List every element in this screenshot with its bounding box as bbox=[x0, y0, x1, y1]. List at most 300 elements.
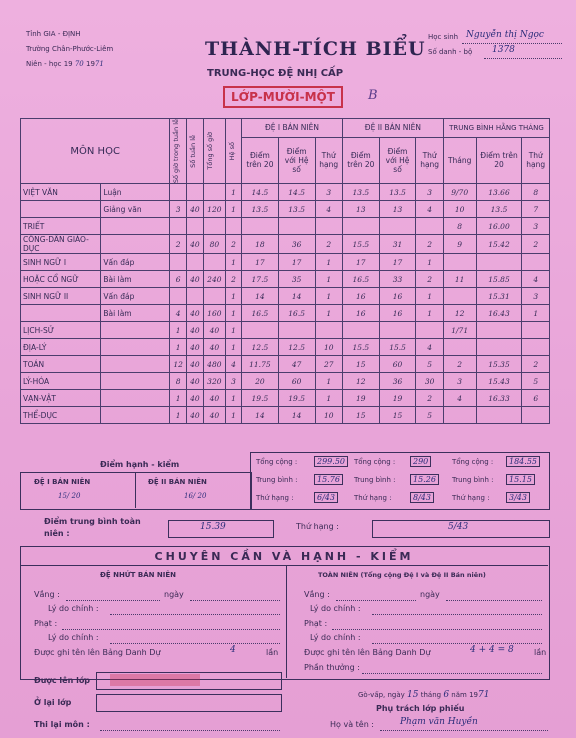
grade-cell-t: 40 bbox=[187, 235, 204, 254]
grade-cell-d1c: 2 bbox=[315, 235, 342, 254]
grade-cell-h: 1 bbox=[225, 305, 241, 322]
grade-cell-d2a: 15 bbox=[342, 407, 379, 424]
grade-cell-m: 2 bbox=[443, 356, 476, 373]
s1-rank-label: Thứ hạng : bbox=[256, 494, 294, 502]
page-title: THÀNH-TÍCH BIỂU bbox=[205, 38, 426, 60]
grade-cell-d2b: 60 bbox=[379, 356, 416, 373]
grade-cell-mc bbox=[522, 254, 550, 271]
conduct-score-label: Điểm hạnh - kiểm bbox=[100, 460, 180, 469]
grade-cell-d1b: 16.5 bbox=[278, 305, 315, 322]
date-year: 71 bbox=[477, 690, 490, 700]
left-penalty-label: Phạt : bbox=[34, 619, 58, 628]
grade-cell-d2b: 19 bbox=[379, 390, 416, 407]
yearly-average-label: Điểm trung bình toàn niên : bbox=[44, 517, 141, 538]
subject-name bbox=[21, 201, 101, 218]
s2-rank-header: Thứ hạng bbox=[416, 137, 443, 184]
subject-name: LÝ-HÓA bbox=[21, 373, 101, 390]
grade-cell-t bbox=[187, 254, 204, 271]
grade-cell-g: 1 bbox=[170, 407, 187, 424]
table-row bbox=[21, 407, 550, 424]
subject-part bbox=[101, 218, 170, 235]
grade-cell-d1c: 1 bbox=[315, 373, 342, 390]
table-row bbox=[21, 218, 550, 235]
subject-part bbox=[101, 390, 170, 407]
grade-cell-m bbox=[443, 288, 476, 305]
grade-cell-tg bbox=[203, 184, 225, 201]
grade-cell-h: 2 bbox=[225, 271, 241, 288]
province-label: Tỉnh GIA - ĐỊNH bbox=[26, 30, 81, 38]
grade-cell-ma bbox=[476, 254, 522, 271]
grade-cell-tg: 40 bbox=[203, 322, 225, 339]
grade-cell-g: 3 bbox=[170, 201, 187, 218]
attendance-section bbox=[20, 546, 550, 680]
year-from: 70 bbox=[74, 60, 84, 68]
grade-cell-d1a bbox=[242, 218, 279, 235]
subject-part: Bài làm bbox=[101, 271, 170, 288]
grade-cell-m: 4 bbox=[443, 390, 476, 407]
grade-cell-mc: 1 bbox=[522, 305, 550, 322]
grade-cell-g bbox=[170, 288, 187, 305]
subject-part bbox=[101, 235, 170, 254]
s1-total-label: Tổng cộng : bbox=[256, 458, 298, 466]
date-day: 15 bbox=[407, 690, 419, 700]
right-honor-roll-label: Được ghi tên lên Bảng Danh Dự bbox=[304, 648, 431, 657]
grade-cell-d1c bbox=[315, 218, 342, 235]
grade-cell-d1a: 14 bbox=[242, 288, 279, 305]
hours-per-week-header: Số giờ trong tuần lễ bbox=[170, 119, 187, 184]
s2-average-label: Trung bình : bbox=[354, 476, 396, 484]
grade-cell-d1a: 14 bbox=[242, 407, 279, 424]
subject-name: CÔNG-DÂN GIÁO-DỤC bbox=[21, 235, 101, 254]
school-label: Trường Chân-Phước-Liêm bbox=[26, 45, 114, 53]
grade-cell-tg: 120 bbox=[203, 201, 225, 218]
grade-cell-d1a: 12.5 bbox=[242, 339, 279, 356]
roll-number: 1378 bbox=[492, 45, 515, 55]
left-absent-label: Vắng : bbox=[34, 590, 60, 599]
page-subtitle: TRUNG-HỌC ĐỆ NHỊ CẤP bbox=[207, 68, 344, 79]
grade-cell-ma: 15.31 bbox=[476, 288, 522, 305]
grade-cell-d2a: 19 bbox=[342, 390, 379, 407]
grade-cell-d1a: 14.5 bbox=[242, 184, 279, 201]
grade-cell-ma bbox=[476, 407, 522, 424]
grade-cell-d2c: 2 bbox=[416, 235, 443, 254]
subject-name: THỂ-DỤC bbox=[21, 407, 101, 424]
grade-cell-g: 1 bbox=[170, 322, 187, 339]
table-row bbox=[21, 356, 550, 373]
right-honor-roll-value: 4 + 4 = 8 bbox=[470, 645, 514, 655]
conduct-s1-label: ĐỆ I BÁN NIÊN bbox=[34, 478, 91, 486]
table-row bbox=[21, 184, 550, 201]
promoted-stamp bbox=[110, 674, 200, 686]
monthly-average-header: TRUNG BÌNH HẰNG THÁNG bbox=[443, 119, 549, 138]
grade-cell-h: 1 bbox=[225, 254, 241, 271]
grade-cell-h: 4 bbox=[225, 356, 241, 373]
subject-name: TOÁN bbox=[21, 356, 101, 373]
grade-cell-d2a: 13 bbox=[342, 201, 379, 218]
grade-cell-ma bbox=[476, 322, 522, 339]
grade-cell-d1b: 14.5 bbox=[278, 184, 315, 201]
grade-cell-h: 1 bbox=[225, 184, 241, 201]
subject-part bbox=[101, 339, 170, 356]
grade-cell-d2b bbox=[379, 218, 416, 235]
subject-name: LỊCH-SỬ bbox=[21, 322, 101, 339]
subject-part: Giảng văn bbox=[101, 201, 170, 218]
grade-cell-d2a: 15.5 bbox=[342, 235, 379, 254]
grade-cell-ma: 16.43 bbox=[476, 305, 522, 322]
grade-cell-h: 1 bbox=[225, 407, 241, 424]
left-honor-roll-label: Được ghi tên lên Bảng Danh Dự bbox=[34, 648, 161, 657]
grade-cell-d1a: 20 bbox=[242, 373, 279, 390]
s2-total-label: Tổng cộng : bbox=[354, 458, 396, 466]
grade-cell-h bbox=[225, 218, 241, 235]
grade-cell-d2a: 16 bbox=[342, 288, 379, 305]
total-hours-header: Tổng số giờ bbox=[203, 119, 225, 184]
right-absent-label: Vắng : bbox=[304, 590, 330, 599]
grade-cell-d1b: 14 bbox=[278, 288, 315, 305]
grade-cell-d1c: 4 bbox=[315, 201, 342, 218]
grade-cell-d2a: 17 bbox=[342, 254, 379, 271]
grade-cell-ma: 15.42 bbox=[476, 235, 522, 254]
grade-cell-g: 2 bbox=[170, 235, 187, 254]
s1-rank-header: Thứ hạng bbox=[315, 137, 342, 184]
grade-cell-d2a bbox=[342, 322, 379, 339]
monthly-total-label: Tổng cộng : bbox=[452, 458, 494, 466]
grade-cell-m: 9 bbox=[443, 235, 476, 254]
grade-cell-d2c: 1 bbox=[416, 288, 443, 305]
grade-cell-tg: 80 bbox=[203, 235, 225, 254]
grade-cell-h: 3 bbox=[225, 373, 241, 390]
grade-cell-tg: 320 bbox=[203, 373, 225, 390]
student-label: Học sinh bbox=[428, 33, 459, 41]
grade-cell-d1a: 19.5 bbox=[242, 390, 279, 407]
grade-cell-m: 8 bbox=[443, 218, 476, 235]
grade-cell-g: 1 bbox=[170, 339, 187, 356]
school-year-label: Niên - học 19 70 1971 bbox=[26, 60, 104, 68]
grade-cell-d1b: 12.5 bbox=[278, 339, 315, 356]
left-honor-roll-value: 4 bbox=[230, 645, 236, 655]
grade-cell-d1a bbox=[242, 322, 279, 339]
grade-cell-d1a: 13.5 bbox=[242, 201, 279, 218]
month-rank-header: Thứ hạng bbox=[522, 137, 550, 184]
grade-cell-d1b: 13.5 bbox=[278, 201, 315, 218]
grade-cell-d2c: 5 bbox=[416, 356, 443, 373]
table-row bbox=[21, 390, 550, 407]
right-days-label: ngày bbox=[420, 590, 440, 599]
grade-cell-h: 1 bbox=[225, 288, 241, 305]
grade-cell-d1c: 27 bbox=[315, 356, 342, 373]
grade-cell-d1c bbox=[315, 322, 342, 339]
s1-weighted-header: Điểm với Hệ số bbox=[278, 137, 315, 184]
s1-score-header: Điểm trên 20 bbox=[242, 137, 279, 184]
grade-cell-d2c: 5 bbox=[416, 407, 443, 424]
grade-cell-mc: 3 bbox=[522, 288, 550, 305]
grade-cell-t bbox=[187, 184, 204, 201]
left-reason-label: Lý do chính : bbox=[48, 604, 99, 613]
grade-cell-d2c bbox=[416, 322, 443, 339]
repeat-class-label: Ở lại lớp bbox=[34, 698, 72, 707]
grade-cell-g: 6 bbox=[170, 271, 187, 288]
subject-part: Bài làm bbox=[101, 305, 170, 322]
grade-cell-d1c: 10 bbox=[315, 407, 342, 424]
grade-cell-d1b bbox=[278, 218, 315, 235]
grade-cell-mc: 8 bbox=[522, 184, 550, 201]
grade-cell-t: 40 bbox=[187, 390, 204, 407]
grade-cell-d2c: 4 bbox=[416, 339, 443, 356]
table-row bbox=[21, 235, 550, 254]
grade-cell-ma: 16.00 bbox=[476, 218, 522, 235]
grade-cell-tg bbox=[203, 218, 225, 235]
grade-cell-mc: 7 bbox=[522, 201, 550, 218]
grades-table bbox=[20, 118, 550, 424]
grade-cell-d2a: 16 bbox=[342, 305, 379, 322]
grade-cell-tg: 40 bbox=[203, 390, 225, 407]
grade-cell-g bbox=[170, 184, 187, 201]
left-times-label: lần bbox=[266, 648, 279, 657]
grade-cell-d1a: 11.75 bbox=[242, 356, 279, 373]
grade-cell-mc bbox=[522, 407, 550, 424]
grade-cell-d2b: 16 bbox=[379, 288, 416, 305]
left-column-head: ĐỆ NHỨT BÁN NIÊN bbox=[100, 571, 177, 579]
conduct-s2-label: ĐỆ II BÁN NIÊN bbox=[148, 478, 207, 486]
subject-name: SINH NGỮ II bbox=[21, 288, 101, 305]
grade-cell-mc: 2 bbox=[522, 235, 550, 254]
s1-rank-value: 6/43 bbox=[314, 492, 338, 503]
grade-cell-t: 40 bbox=[187, 201, 204, 218]
monthly-average-label: Trung bình : bbox=[452, 476, 494, 484]
grade-cell-d2c: 2 bbox=[416, 390, 443, 407]
date-month: 6 bbox=[443, 690, 450, 700]
yearly-average-value: 15.39 bbox=[200, 522, 226, 532]
grade-cell-tg bbox=[203, 288, 225, 305]
class-mark: B bbox=[368, 88, 378, 103]
subject-part bbox=[101, 373, 170, 390]
grade-cell-d1b: 14 bbox=[278, 407, 315, 424]
teacher-name: Phạm văn Huyền bbox=[400, 717, 478, 727]
student-name: Nguyễn thị Ngọc bbox=[466, 30, 544, 40]
grade-cell-d2c: 1 bbox=[416, 305, 443, 322]
grade-cell-h: 1 bbox=[225, 322, 241, 339]
grade-cell-mc bbox=[522, 322, 550, 339]
grade-cell-ma: 16.33 bbox=[476, 390, 522, 407]
grade-cell-d1c: 1 bbox=[315, 271, 342, 288]
grade-cell-t bbox=[187, 218, 204, 235]
grade-cell-m bbox=[443, 407, 476, 424]
semester1-header: ĐỆ I BÁN NIÊN bbox=[242, 119, 343, 138]
grade-cell-d1c: 10 bbox=[315, 339, 342, 356]
grade-cell-h: 2 bbox=[225, 235, 241, 254]
s1-total-value: 299.50 bbox=[314, 456, 348, 467]
grade-cell-d2b: 36 bbox=[379, 373, 416, 390]
grade-cell-d1c: 1 bbox=[315, 390, 342, 407]
subject-part: Luận bbox=[101, 184, 170, 201]
s1-average-label: Trung bình : bbox=[256, 476, 298, 484]
table-row bbox=[21, 271, 550, 288]
grade-cell-d2c: 4 bbox=[416, 201, 443, 218]
table-row bbox=[21, 254, 550, 271]
grade-cell-d1c: 1 bbox=[315, 305, 342, 322]
grade-cell-g: 1 bbox=[170, 390, 187, 407]
table-row bbox=[21, 339, 550, 356]
left-days-label: ngày bbox=[164, 590, 184, 599]
grade-cell-t: 40 bbox=[187, 339, 204, 356]
s1-average-value: 15.76 bbox=[314, 474, 343, 485]
right-column-head: TOÀN NIÊN (Tổng cộng Đệ I và Đệ II Bán niên) bbox=[318, 571, 486, 579]
grade-cell-d2a: 12 bbox=[342, 373, 379, 390]
grade-cell-m: 11 bbox=[443, 271, 476, 288]
grade-cell-d2b: 13.5 bbox=[379, 184, 416, 201]
grade-cell-tg: 480 bbox=[203, 356, 225, 373]
s2-total-value: 290 bbox=[410, 456, 431, 467]
subject-name: TRIẾT bbox=[21, 218, 101, 235]
grade-cell-d1a: 16.5 bbox=[242, 305, 279, 322]
grade-cell-tg: 240 bbox=[203, 271, 225, 288]
monthly-average-value: 15.15 bbox=[506, 474, 535, 485]
grade-cell-m: 10 bbox=[443, 201, 476, 218]
subject-header: MÔN HỌC bbox=[21, 119, 170, 184]
s2-average-value: 15.26 bbox=[410, 474, 439, 485]
table-row bbox=[21, 288, 550, 305]
grade-cell-h: 1 bbox=[225, 339, 241, 356]
grade-cell-d1a: 18 bbox=[242, 235, 279, 254]
right-times-label: lần bbox=[534, 648, 547, 657]
table-row bbox=[21, 201, 550, 218]
table-row bbox=[21, 373, 550, 390]
grade-cell-d2a: 16.5 bbox=[342, 271, 379, 288]
grade-cell-tg: 160 bbox=[203, 305, 225, 322]
grade-cell-mc: 4 bbox=[522, 271, 550, 288]
right-award-label: Phần thưởng : bbox=[304, 663, 360, 672]
grade-cell-d1b bbox=[278, 322, 315, 339]
grade-cell-m bbox=[443, 254, 476, 271]
s2-rank-value: 8/43 bbox=[410, 492, 434, 503]
grade-cell-d2a: 15 bbox=[342, 356, 379, 373]
yearly-rank-label: Thứ hạng : bbox=[296, 522, 339, 531]
grade-cell-d1a: 17.5 bbox=[242, 271, 279, 288]
teacher-in-charge-label: Phụ trách lớp phiếu bbox=[376, 704, 465, 713]
month-header: Tháng bbox=[443, 137, 476, 184]
roll-number-label: Số danh - bộ bbox=[428, 48, 473, 56]
attendance-title: CHUYÊN CẦN VÀ HẠNH - KIỂM bbox=[154, 550, 414, 563]
subject-part bbox=[101, 356, 170, 373]
subject-name: SINH NGỮ I bbox=[21, 254, 101, 271]
grade-cell-d1b: 36 bbox=[278, 235, 315, 254]
grade-cell-t: 40 bbox=[187, 305, 204, 322]
month-score-header: Điểm trên 20 bbox=[476, 137, 522, 184]
monthly-rank-value: 3/43 bbox=[506, 492, 530, 503]
grade-cell-mc: 6 bbox=[522, 390, 550, 407]
grade-cell-d1b: 17 bbox=[278, 254, 315, 271]
grade-cell-d2b: 15 bbox=[379, 407, 416, 424]
semester2-header: ĐỆ II BÁN NIÊN bbox=[342, 119, 443, 138]
grade-cell-d1b: 60 bbox=[278, 373, 315, 390]
grade-cell-d1c: 1 bbox=[315, 254, 342, 271]
grade-cell-mc: 3 bbox=[522, 218, 550, 235]
subject-name: VẠN-VẬT bbox=[21, 390, 101, 407]
coefficient-header: Hệ số bbox=[225, 119, 241, 184]
year-to: 71 bbox=[94, 60, 104, 68]
grade-cell-d1c: 3 bbox=[315, 184, 342, 201]
left-reason2-label: Lý do chính : bbox=[48, 633, 99, 642]
grade-cell-g: 12 bbox=[170, 356, 187, 373]
grade-cell-d2b: 31 bbox=[379, 235, 416, 254]
weeks-header: Số tuần lễ bbox=[187, 119, 204, 184]
subject-part: Vấn đáp bbox=[101, 288, 170, 305]
grade-cell-d1a: 17 bbox=[242, 254, 279, 271]
grade-cell-t: 40 bbox=[187, 373, 204, 390]
grade-cell-m: 3 bbox=[443, 373, 476, 390]
grade-cell-g bbox=[170, 254, 187, 271]
subject-name: ĐỊA-LÝ bbox=[21, 339, 101, 356]
grade-cell-t bbox=[187, 288, 204, 305]
grade-cell-d2a: 13.5 bbox=[342, 184, 379, 201]
grade-cell-d2a: 15.5 bbox=[342, 339, 379, 356]
grade-cell-d2a bbox=[342, 218, 379, 235]
grade-cell-d2b bbox=[379, 322, 416, 339]
grade-cell-d2b: 33 bbox=[379, 271, 416, 288]
grade-cell-ma: 15.85 bbox=[476, 271, 522, 288]
conduct-s1-value: 15/ 20 bbox=[58, 492, 81, 500]
grade-cell-d2b: 13 bbox=[379, 201, 416, 218]
grade-cell-d1b: 19.5 bbox=[278, 390, 315, 407]
subject-part bbox=[101, 407, 170, 424]
monthly-rank-label: Thứ hạng : bbox=[452, 494, 490, 502]
grade-cell-mc: 5 bbox=[522, 373, 550, 390]
grade-cell-d2c bbox=[416, 218, 443, 235]
s2-score-header: Điểm trên 20 bbox=[342, 137, 379, 184]
grade-cell-m: 1/71 bbox=[443, 322, 476, 339]
grade-cell-d1b: 35 bbox=[278, 271, 315, 288]
grade-cell-d2c: 3 bbox=[416, 184, 443, 201]
subject-part bbox=[101, 322, 170, 339]
grade-cell-h: 1 bbox=[225, 390, 241, 407]
grade-cell-ma: 15.43 bbox=[476, 373, 522, 390]
yearly-rank-value: 5/43 bbox=[448, 522, 469, 532]
grade-cell-t: 40 bbox=[187, 322, 204, 339]
grade-cell-d1c: 1 bbox=[315, 288, 342, 305]
retake-label: Thi lại môn : bbox=[34, 720, 90, 729]
grade-cell-tg bbox=[203, 254, 225, 271]
grade-cell-d2b: 17 bbox=[379, 254, 416, 271]
grade-cell-m: 9/70 bbox=[443, 184, 476, 201]
subject-name: VIỆT VĂN bbox=[21, 184, 101, 201]
grade-cell-mc bbox=[522, 339, 550, 356]
grade-cell-h: 1 bbox=[225, 201, 241, 218]
s2-weighted-header: Điểm với Hệ số bbox=[379, 137, 416, 184]
table-row bbox=[21, 305, 550, 322]
conduct-s2-value: 16/ 20 bbox=[184, 492, 207, 500]
table-row bbox=[21, 322, 550, 339]
subject-part: Vấn đáp bbox=[101, 254, 170, 271]
grade-cell-ma bbox=[476, 339, 522, 356]
grade-cell-d1b: 47 bbox=[278, 356, 315, 373]
place-date-line: Gò-vấp, ngày 15 tháng 6 năm 1971 bbox=[358, 690, 490, 700]
grade-cell-ma: 13.66 bbox=[476, 184, 522, 201]
right-penalty-label: Phạt : bbox=[304, 619, 328, 628]
right-reason2-label: Lý do chính : bbox=[310, 633, 361, 642]
grade-cell-t: 40 bbox=[187, 271, 204, 288]
grade-cell-tg: 40 bbox=[203, 407, 225, 424]
grade-cell-tg: 40 bbox=[203, 339, 225, 356]
repeat-class-box bbox=[96, 694, 282, 712]
grade-cell-d2c: 2 bbox=[416, 271, 443, 288]
grade-cell-g: 8 bbox=[170, 373, 187, 390]
grade-cell-ma: 13.5 bbox=[476, 201, 522, 218]
grade-cell-g: 4 bbox=[170, 305, 187, 322]
name-label: Họ và tên : bbox=[330, 720, 374, 729]
grade-cell-m: 12 bbox=[443, 305, 476, 322]
subject-name: HOẶC CỔ NGỮ bbox=[21, 271, 101, 288]
s2-rank-label: Thứ hạng : bbox=[354, 494, 392, 502]
